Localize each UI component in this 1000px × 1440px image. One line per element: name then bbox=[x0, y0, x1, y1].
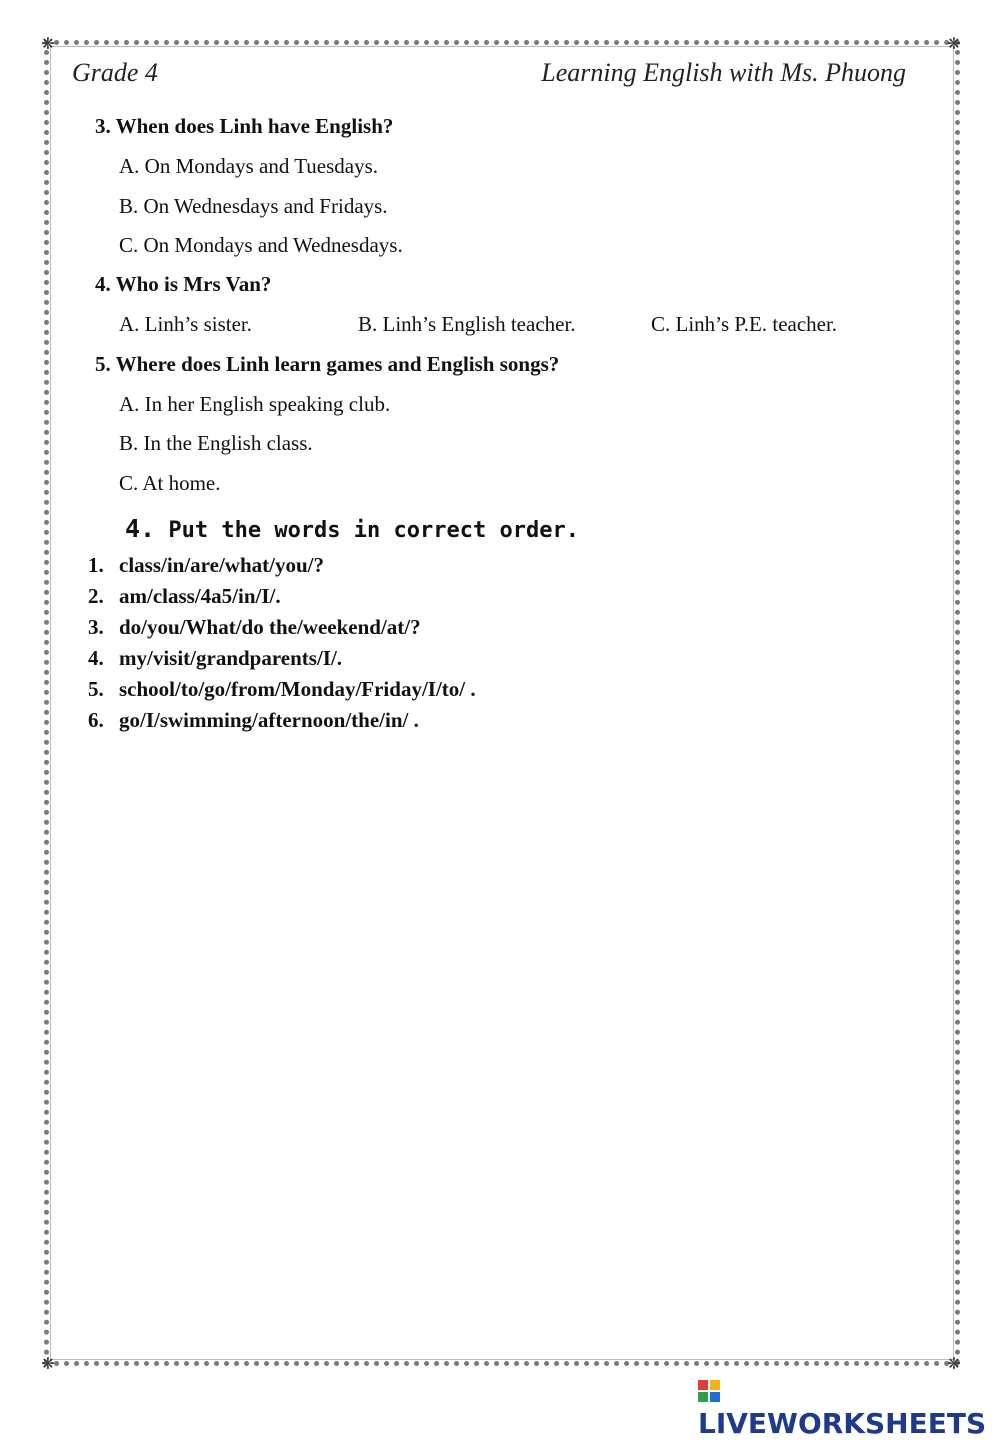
order-item-number: 1. bbox=[88, 553, 104, 577]
order-item-number: 3. bbox=[88, 615, 104, 639]
order-item-number: 5. bbox=[88, 677, 104, 701]
order-item-text: do/you/What/do the/weekend/at/? bbox=[119, 615, 421, 639]
header-grade: Grade 4 bbox=[72, 58, 158, 87]
question-4-option-a[interactable]: A. Linh’s sister. bbox=[119, 312, 253, 336]
question-5-option-b[interactable]: B. In the English class. bbox=[119, 431, 313, 455]
question-4: 4. Who is Mrs Van? bbox=[95, 272, 272, 296]
question-4-option-c[interactable]: C. Linh’s P.E. teacher. bbox=[651, 312, 838, 336]
order-item-number: 2. bbox=[88, 584, 104, 608]
section-4-heading bbox=[125, 514, 579, 543]
order-item-1 bbox=[88, 553, 324, 578]
question-3-option-c[interactable]: C. On Mondays and Wednesdays. bbox=[119, 233, 403, 257]
order-item-text: class/in/are/what/you/? bbox=[119, 553, 324, 577]
header-course: Learning English with Ms. Phuong bbox=[541, 58, 906, 87]
order-item-text: go/I/swimming/afternoon/the/in/ . bbox=[119, 708, 419, 732]
order-item-3 bbox=[88, 615, 421, 640]
order-item-number: 6. bbox=[88, 708, 104, 732]
logo-text: LIVEWORKSHEETS bbox=[698, 1407, 987, 1440]
order-item-4 bbox=[88, 646, 342, 671]
corner-ornament-icon: ❋ bbox=[41, 34, 55, 53]
question-4-option-b[interactable]: B. Linh’s English teacher. bbox=[358, 312, 576, 336]
question-5-option-c[interactable]: C. At home. bbox=[119, 471, 221, 495]
question-5-option-a[interactable]: A. In her English speaking club. bbox=[119, 392, 391, 416]
order-item-text: my/visit/grandparents/I/. bbox=[119, 646, 343, 670]
order-item-5 bbox=[88, 677, 476, 702]
liveworksheets-logo[interactable] bbox=[698, 1376, 1000, 1440]
corner-ornament-icon: ❋ bbox=[41, 1354, 55, 1373]
order-item-6 bbox=[88, 708, 419, 733]
question-5: 5. Where does Linh learn games and English songs? bbox=[95, 352, 560, 376]
order-item-text: am/class/4a5/in/I/. bbox=[119, 584, 281, 608]
order-item-number: 4. bbox=[88, 646, 104, 670]
section-4-title: Put the words in correct order. bbox=[168, 518, 579, 543]
order-item-2 bbox=[88, 584, 281, 609]
corner-ornament-icon: ❋ bbox=[947, 1354, 961, 1373]
corner-ornament-icon: ❋ bbox=[947, 34, 961, 53]
section-4-number: 4. bbox=[125, 514, 156, 543]
order-item-text: school/to/go/from/Monday/Friday/I/to/ . bbox=[119, 677, 476, 701]
liveworksheets-mark-icon bbox=[698, 1380, 722, 1404]
question-3: 3. When does Linh have English? bbox=[95, 114, 394, 138]
question-3-option-a[interactable]: A. On Mondays and Tuesdays. bbox=[119, 154, 379, 178]
question-3-option-b[interactable]: B. On Wednesdays and Fridays. bbox=[119, 194, 388, 218]
